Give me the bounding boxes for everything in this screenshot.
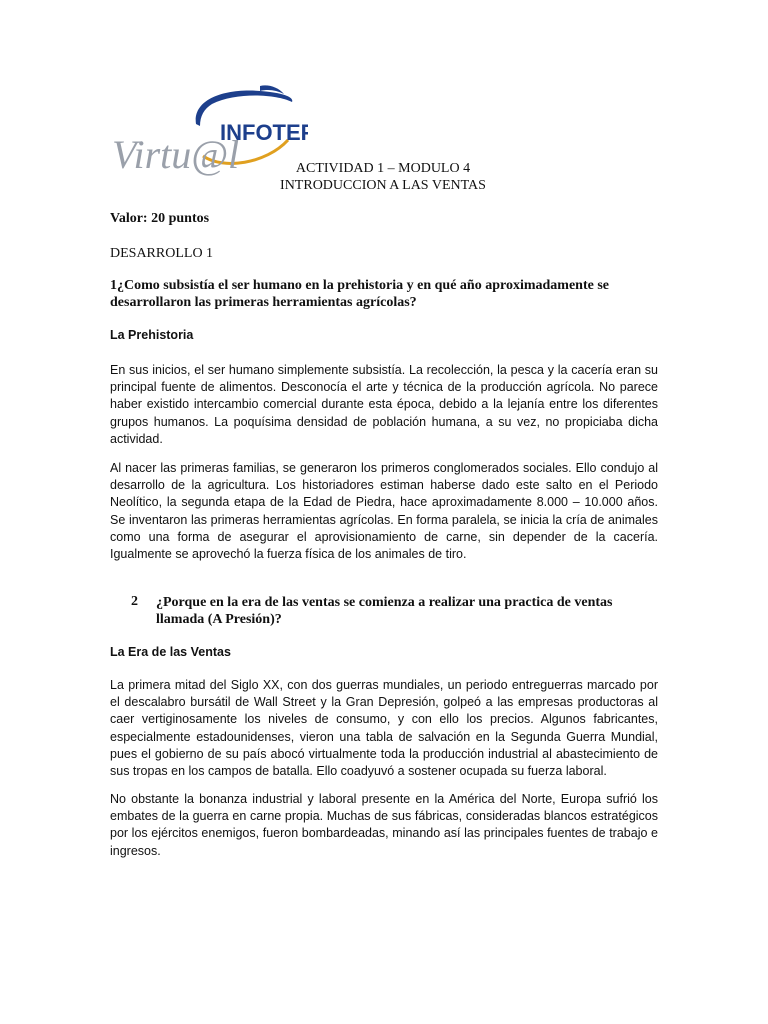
activity-title: ACTIVIDAD 1 – MODULO 4 (295, 161, 471, 176)
valor-label: Valor: 20 puntos (110, 211, 210, 226)
section-1-title: La Prehistoria (110, 328, 194, 342)
section-2-title: La Era de las Ventas (110, 645, 231, 659)
logo-brand-text: INFOTEP (220, 120, 308, 145)
question-2-number: 2 (131, 594, 138, 609)
question-1: 1¿Como subsistía el ser humano en la prehistoria y en qué año aproximadamente se desarrollaron las primeras herramientas agrícolas? (110, 278, 609, 310)
course-title: INTRODUCCION A LAS VENTAS (280, 178, 486, 193)
desarrollo-heading: DESARROLLO 1 (110, 246, 214, 261)
section-1-paragraph: Al nacer las primeras familias, se generaron los primeros conglomerados sociales. Ello condujo al desarrollo de la agricultura. Los historiadores estiman haberse dado este salto en el Periodo Neolítico, la segunda etapa de la Edad de Piedra, hace aproximadamente 8.000 – 10.000 años. Se inventaron las primeras herramientas agrícolas. En forma paralela, se inicia la cría de animales como una forma de asegurar el aprovisionamiento de carne, sin depender de la cacería. Igualmente se aprovechó la fuerza física de los animales de tiro. (110, 461, 658, 562)
logo-script-text: Virtu@l (112, 132, 240, 177)
section-1-paragraph: En sus inicios, el ser humano simplemente subsistía. La recolección, la pesca y la cacería eran su principal fuente de alimentos. Desconocía el arte y técnica de la producción agrícola. No parece haber existido intercambio comercial durante esta época, debido a la lejanía entre los diferentes grupos humanos. La poquísima densidad de población humana, a su vez, no propiciaba dicha actividad. (110, 363, 658, 446)
section-2-paragraph: La primera mitad del Siglo XX, con dos guerras mundiales, un periodo entreguerras marcado por el descalabro bursátil de Wall Street y la Gran Depresión, golpeó a las empresas productoras al caer vertiginosamente los niveles de consumo, y con ello los precios. Algunos fabricantes, especialmente estadounidenses, vieron una tabla de salvación en la Segunda Guerra Mundial, pues el gobierno de su país abocó virtualmente toda la producción industrial al abastecimiento de sus tropas en los campos de batalla. Ello coadyuvó a sostener ocupada su fuerza laboral. (110, 678, 658, 779)
section-2-paragraph: No obstante la bonanza industrial y laboral presente en la América del Norte, Europa sufrió los embates de la guerra en carne propia. Muchas de sus fábricas, consideradas blancos estratégicos por los ejércitos enemigos, fueron bombardeadas, minando así las principales fuentes de trabajo e ingresos. (110, 792, 658, 858)
question-2: ¿Porque en la era de las ventas se comienza a realizar una practica de ventas llamada (A Presión)? (156, 595, 613, 627)
